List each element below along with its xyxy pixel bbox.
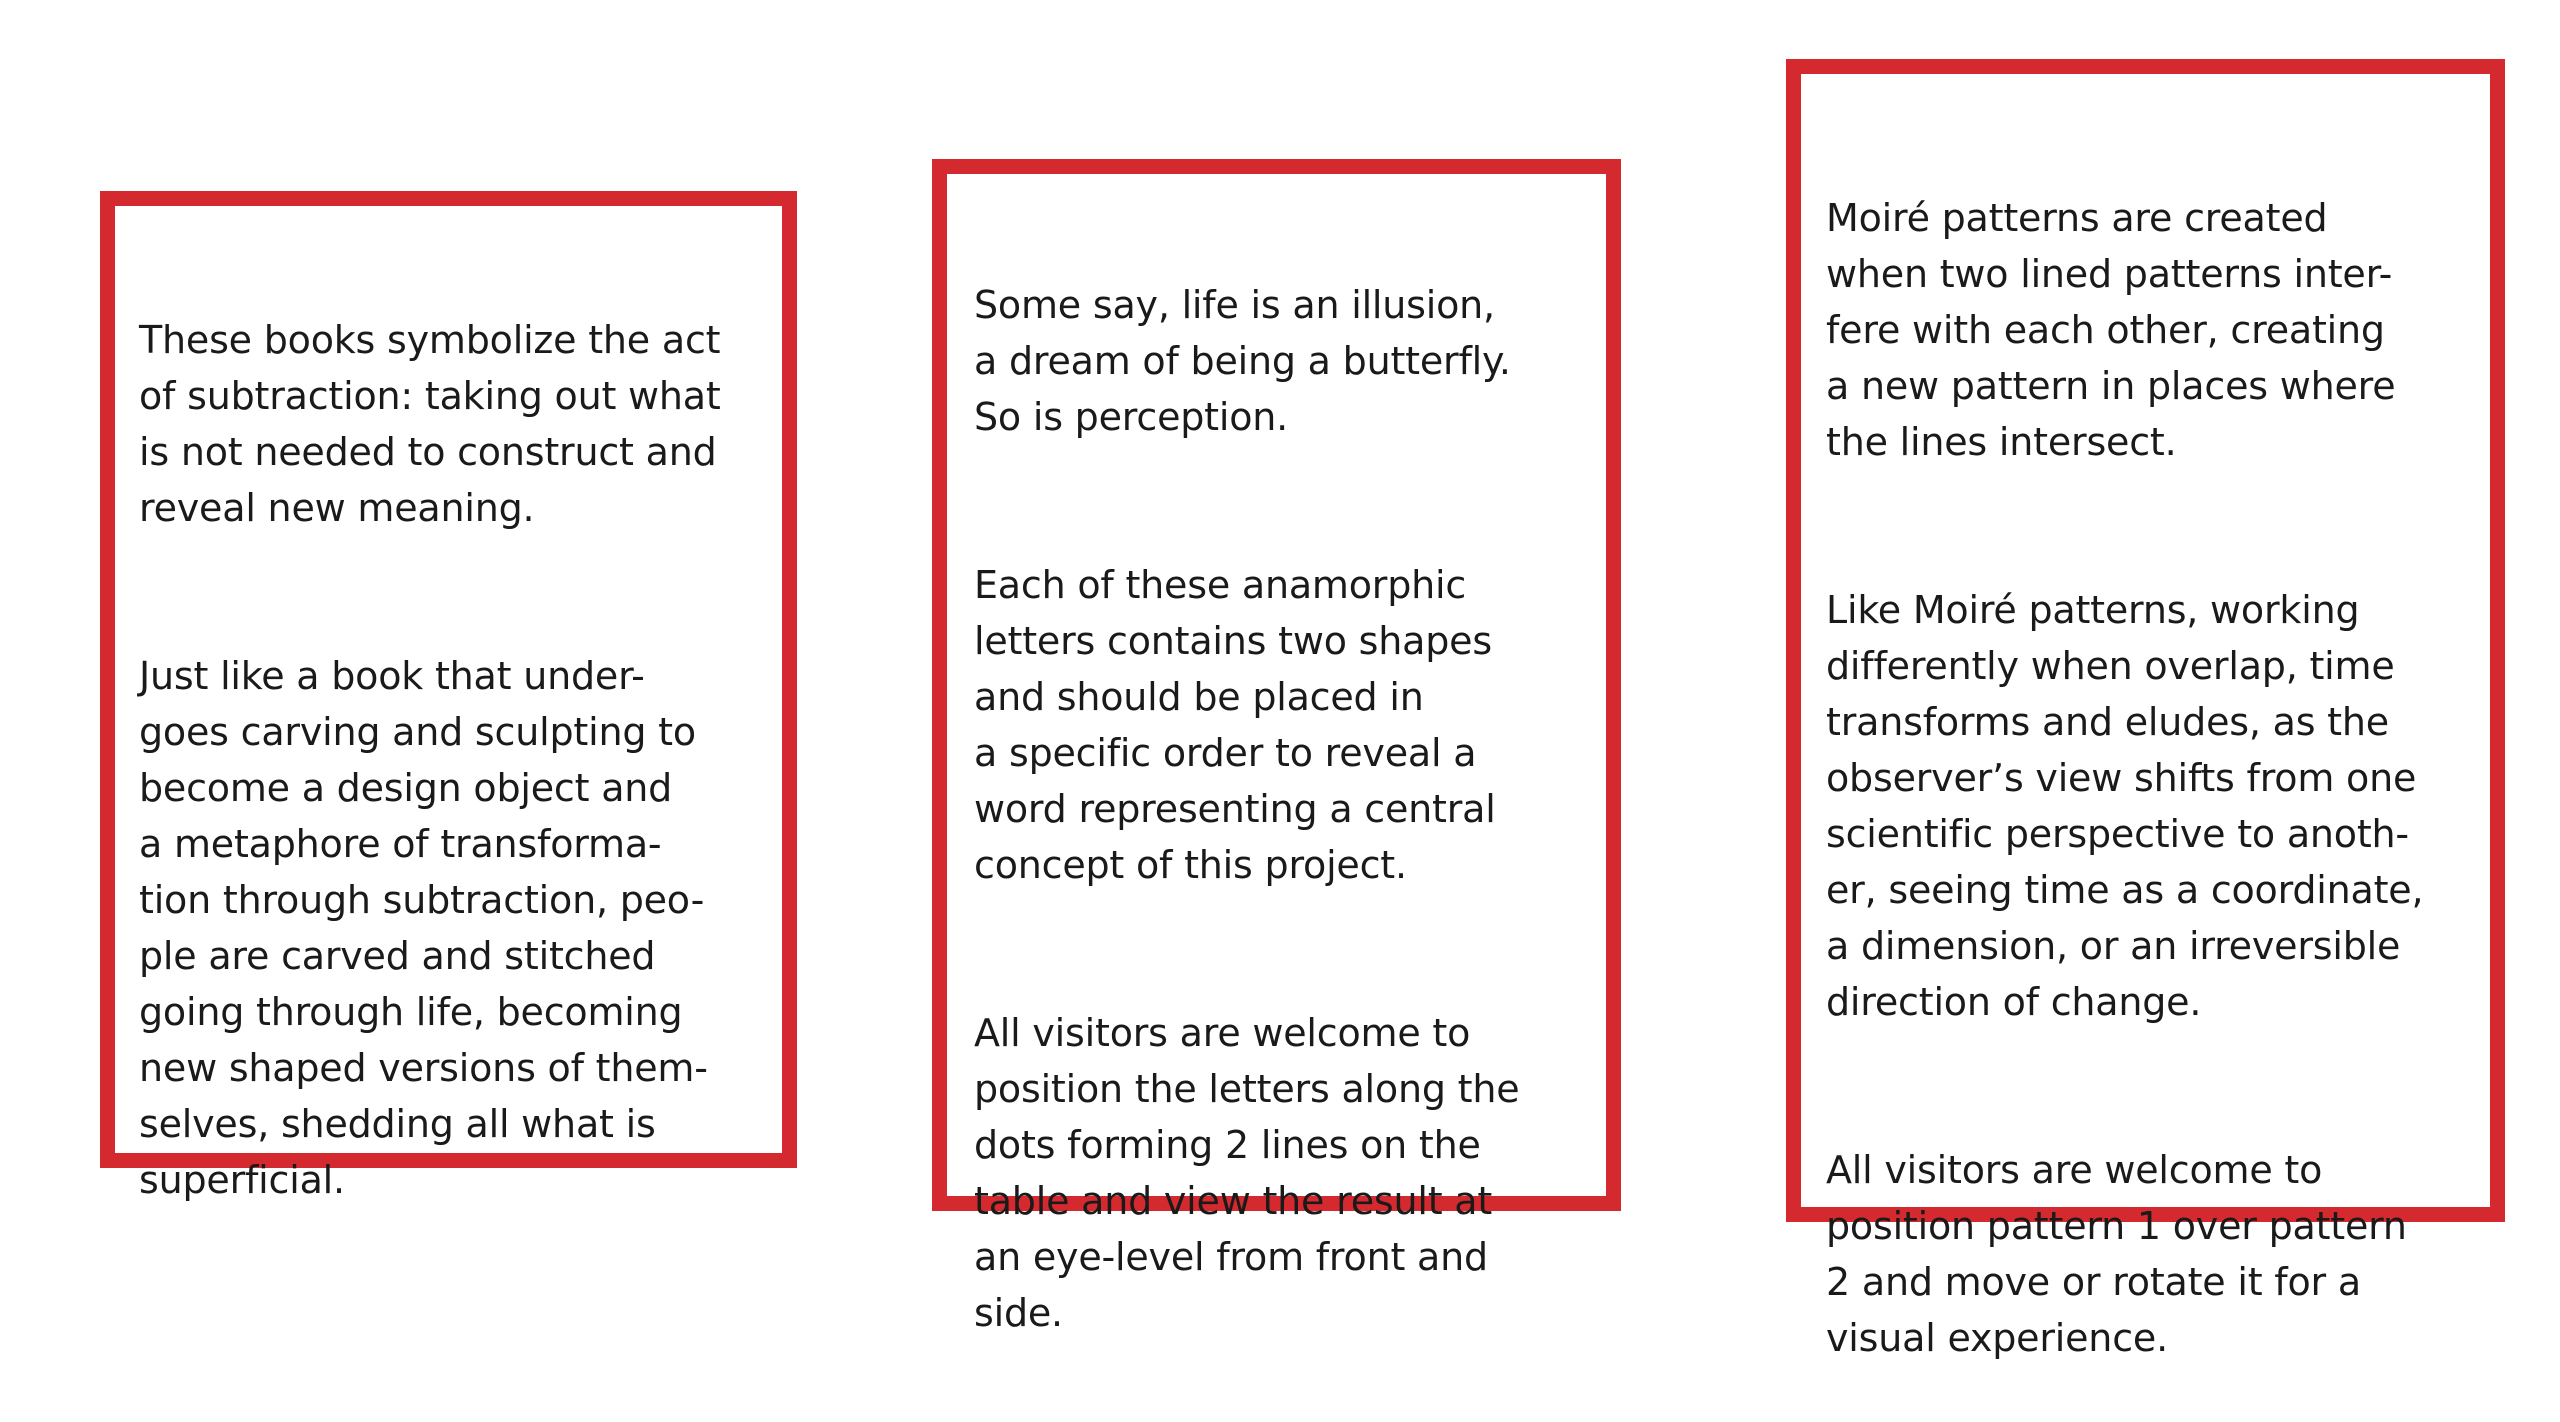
paragraph-visitors-patterns: All visitors are welcome to position pattern 1 over pattern 2 and move or rotate it for a visual experience. — [1826, 1148, 2407, 1360]
panel-book-subtraction — [100, 191, 797, 1202]
paragraph-anamorphic-letters: Each of these anamorphic letters contains two shapes and should be placed in a specific order to reveal a word representing a central concept of this project. — [974, 563, 1496, 887]
panel-text — [974, 221, 1614, 1397]
panel-anamorphic-letters — [932, 159, 1621, 1335]
panel-moire-patterns — [1786, 59, 2505, 1360]
panel-text — [1826, 134, 2506, 1422]
paragraph-moire-created: Moiré patterns are created when two lined patterns inter- fere with each other, creating a new pattern in places where the lines intersect. — [1826, 196, 2396, 464]
paragraph-books-symbolize: These books symbolize the act of subtraction: taking out what is not needed to construct and reveal new meaning. — [139, 318, 721, 530]
paragraph-life-illusion: Some say, life is an illusion, a dream of being a butterfly. So is perception. — [974, 283, 1511, 439]
paragraph-moire-time: Like Moiré patterns, working differently when overlap, time transforms and eludes, as the observer’s view shifts from one scientific perspective to anoth- er, seeing time as a coordinate, a dimension, or an irreversible direction of change. — [1826, 588, 2424, 1024]
paragraph-book-carving: Just like a book that under- goes carving and sculpting to become a design object and a metaphore of transforma- tion through subtraction, peo- ple are carved and stitched going through life, becoming new shaped versions of them- selves, shedding all what is superficial. — [139, 654, 708, 1202]
paragraph-visitors-letters: All visitors are welcome to position the letters along the dots forming 2 lines on the table and view the result at an eye-level from front and side. — [974, 1011, 1520, 1335]
panel-text — [139, 256, 789, 1264]
